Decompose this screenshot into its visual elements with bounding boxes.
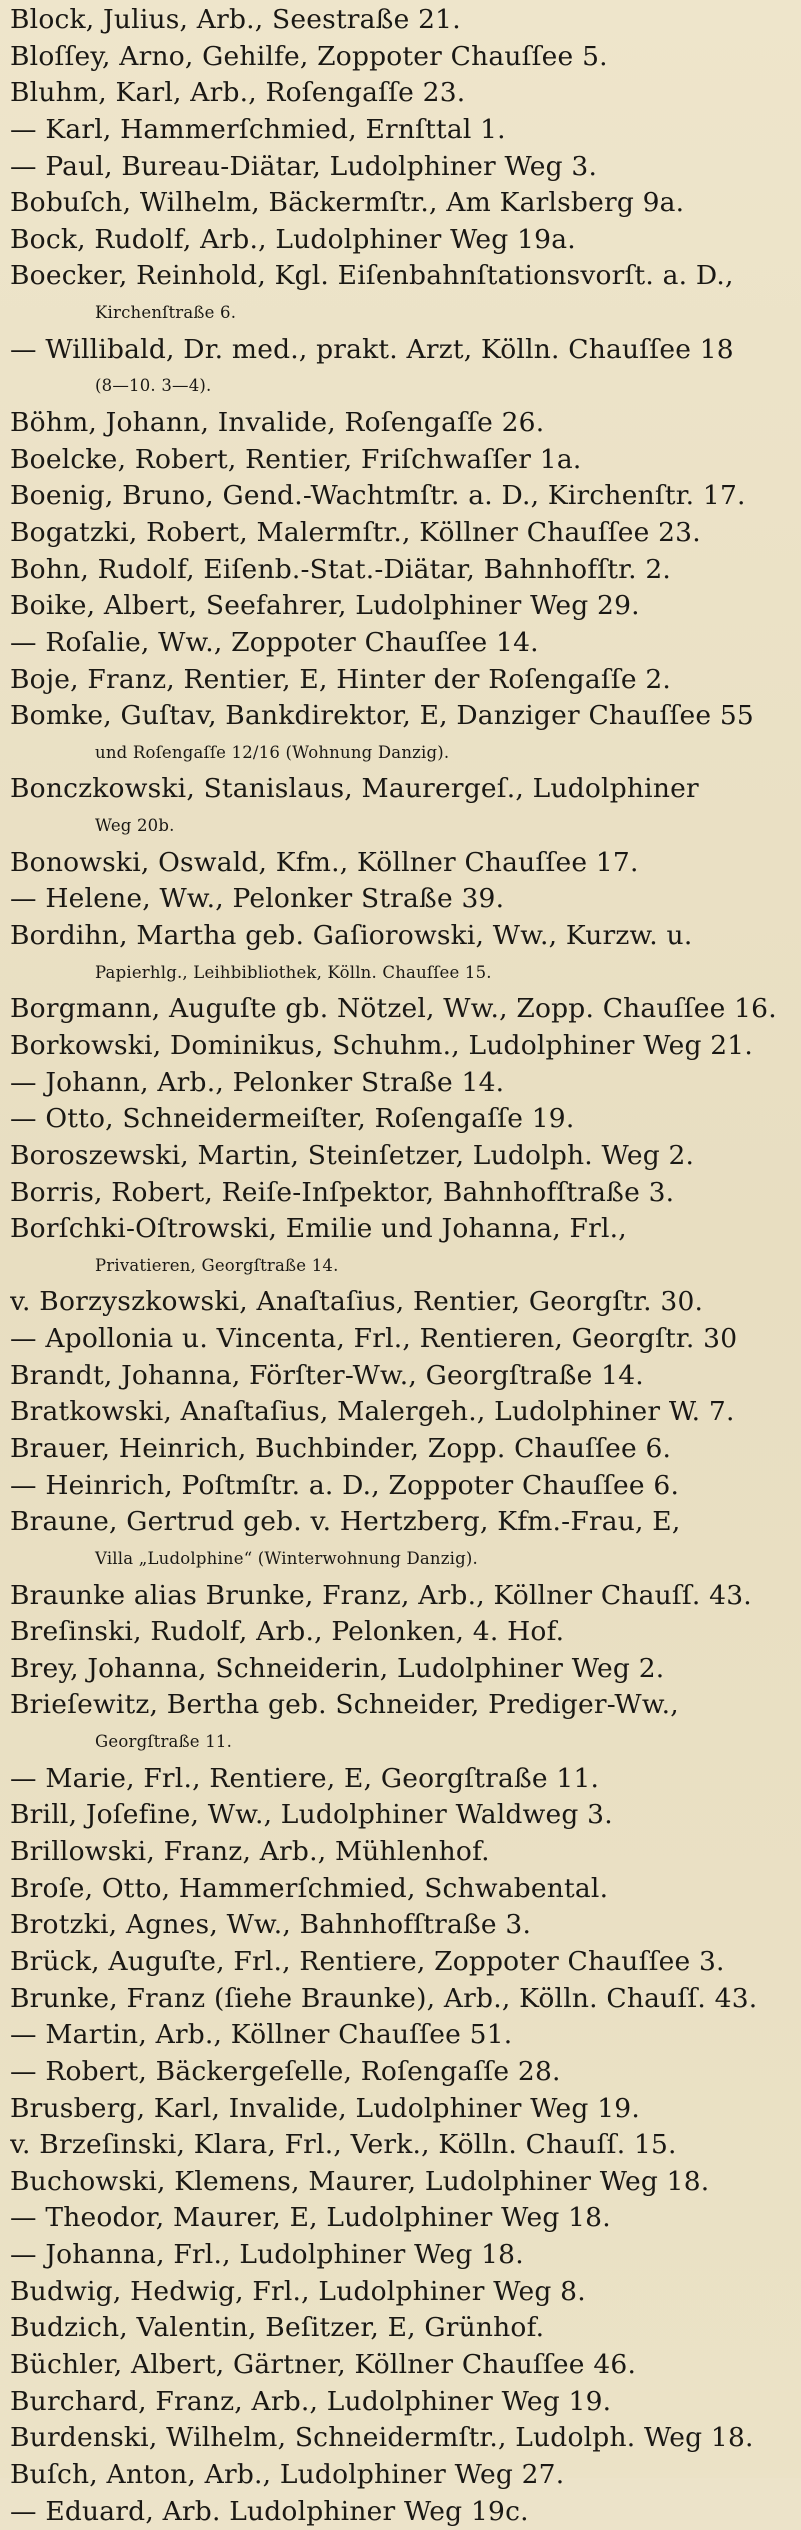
directory-entry <box>10 552 795 589</box>
directory-entry <box>10 405 795 442</box>
entry-line: Budwig, Hedwig, Frl., Ludolphiner Weg 8. <box>10 2275 586 2307</box>
directory-entry <box>10 845 795 882</box>
entry-line: — Heinrich, Poſtmſtr. a. D., Zoppoter Chauſſee 6. <box>10 1469 680 1501</box>
directory-entry <box>10 1175 795 1212</box>
entry-line: — Karl, Hammerſchmied, Ernſttal 1. <box>10 113 506 145</box>
entry-line: — Roſalie, Ww., Zoppoter Chauſſee 14. <box>10 626 539 658</box>
directory-entry <box>10 75 795 112</box>
entry-line: Braune, Gertrud geb. v. Hertzberg, Kfm.-Frau, E, <box>10 1506 681 1538</box>
entry-continuation-line: Privatieren, Georgſtraße 14. <box>95 1255 339 1275</box>
entry-line: Bonowski, Oswald, Kfm., Köllner Chauſſee 17. <box>10 846 639 878</box>
entry-line: Broſe, Otto, Hammerſchmied, Schwabental. <box>10 1872 609 1904</box>
directory-entry <box>10 2200 795 2237</box>
directory-entry <box>10 442 795 479</box>
directory-entry <box>10 1138 795 1175</box>
entry-continuation-line: Weg 20b. <box>95 816 175 836</box>
directory-entry <box>10 1944 795 1981</box>
directory-entry <box>10 222 795 259</box>
directory-entry <box>10 2 795 39</box>
directory-entry <box>10 2420 795 2457</box>
directory-entry <box>10 1614 795 1651</box>
entry-line: — Willibald, Dr. med., prakt. Arzt, Kölln. Chauſſee 18 <box>10 333 734 365</box>
directory-entry <box>10 2310 795 2347</box>
entry-line: — Helene, Ww., Pelonker Straße 39. <box>10 883 505 915</box>
directory-entry <box>10 2164 795 2201</box>
entry-continuation-line: und Roſengaſſe 12/16 (Wohnung Danzig). <box>95 742 450 762</box>
directory-entry <box>10 478 795 515</box>
entry-line: Burdenski, Wilhelm, Schneidermſtr., Ludolph. Weg 18. <box>10 2422 754 2454</box>
directory-entry <box>10 2494 795 2530</box>
entry-line: Brandt, Johanna, Förſter-Ww., Georgſtraße 14. <box>10 1359 644 1391</box>
directory-entry <box>10 1578 795 1615</box>
entry-line: v. Brzeſinski, Klara, Frl., Verk., Kölln. Chauſſ. 15. <box>10 2129 677 2161</box>
directory-entry <box>10 1797 795 1834</box>
directory-entry <box>10 1834 795 1871</box>
directory-entry <box>10 1321 795 1358</box>
entry-line: Bogatzki, Robert, Malermſtr., Köllner Chauſſee 23. <box>10 516 701 548</box>
entry-line: — Martin, Arb., Köllner Chauſſee 51. <box>10 2019 513 2051</box>
entry-line: Bomke, Guſtav, Bankdirektor, E, Danziger Chauſſee 55 <box>10 700 754 732</box>
entry-line: Borkowski, Dominikus, Schuhm., Ludolphiner Weg 21. <box>10 1029 753 1061</box>
directory-entry <box>10 662 795 699</box>
entry-line: — Otto, Schneidermeiſter, Roſengaſſe 19. <box>10 1103 575 1135</box>
entry-line: Borſchki-Oſtrowski, Emilie und Johanna, Frl., <box>10 1213 627 1245</box>
entry-line: Block, Julius, Arb., Seestraße 21. <box>10 4 461 35</box>
entry-continuation-line: Kirchenſtraße 6. <box>95 303 237 323</box>
entry-line: Breſinski, Rudolf, Arb., Pelonken, 4. Hof. <box>10 1616 565 1648</box>
directory-entry <box>10 991 795 1028</box>
entry-line: Burchard, Franz, Arb., Ludolphiner Weg 19. <box>10 2385 612 2417</box>
directory-entry <box>10 1211 795 1284</box>
directory-entry <box>10 2347 795 2384</box>
entry-line: Braunke alias Brunke, Franz, Arb., Köllner Chauſſ. 43. <box>10 1579 752 1611</box>
entry-line: Brauer, Heinrich, Buchbinder, Zopp. Chauſſee 6. <box>10 1432 672 1464</box>
directory-page <box>10 2 795 2527</box>
directory-entry <box>10 2127 795 2164</box>
directory-entry <box>10 771 795 844</box>
entry-line: Borris, Robert, Reiſe-Inſpektor, Bahnhofſtraße 3. <box>10 1176 675 1208</box>
entry-line: — Johann, Arb., Pelonker Straße 14. <box>10 1066 505 1098</box>
entry-line: — Eduard, Arb. Ludolphiner Weg 19c. <box>10 2495 529 2527</box>
directory-entry <box>10 1284 795 1321</box>
entry-line: — Apollonia u. Vincenta, Frl., Rentieren, Georgſtr. 30 <box>10 1323 738 1355</box>
directory-entry <box>10 1871 795 1908</box>
directory-entry <box>10 1504 795 1577</box>
entry-line: Brotzki, Agnes, Ww., Bahnhofſtraße 3. <box>10 1909 532 1941</box>
entry-line: — Theodor, Maurer, E, Ludolphiner Weg 18. <box>10 2202 611 2234</box>
directory-entry <box>10 1394 795 1431</box>
entry-line: Brill, Joſefine, Ww., Ludolphiner Waldweg 3. <box>10 1799 613 1831</box>
directory-entry <box>10 1761 795 1798</box>
entry-continuation-line: Georgſtraße 11. <box>95 1732 233 1752</box>
directory-entry <box>10 1358 795 1395</box>
directory-entry <box>10 2017 795 2054</box>
directory-entry <box>10 1028 795 1065</box>
directory-entry <box>10 1468 795 1505</box>
directory-entry <box>10 185 795 222</box>
entry-line: Brillowski, Franz, Arb., Mühlenhof. <box>10 1836 490 1868</box>
entry-line: Buchowski, Klemens, Maurer, Ludolphiner Weg 18. <box>10 2165 710 2197</box>
entry-line: Boroszewski, Martin, Steinſetzer, Ludolph. Weg 2. <box>10 1139 695 1171</box>
entry-line: v. Borzyszkowski, Anaſtaſius, Rentier, Georgſtr. 30. <box>10 1286 704 1318</box>
entry-line: — Robert, Bäckergeſelle, Roſengaſſe 28. <box>10 2055 561 2087</box>
directory-entry <box>10 515 795 552</box>
entry-line: Bordihn, Martha geb. Gaſiorowski, Ww., Kurzw. u. <box>10 920 693 952</box>
entry-line: — Paul, Bureau-Diätar, Ludolphiner Weg 3. <box>10 150 598 182</box>
directory-entry <box>10 881 795 918</box>
entry-line: Brunke, Franz (ſiehe Braunke), Arb., Kölln. Chauſſ. 43. <box>10 1982 758 2014</box>
directory-entry <box>10 1651 795 1688</box>
entry-line: — Marie, Frl., Rentiere, E, Georgſtraße 11. <box>10 1762 600 1794</box>
entry-line: Boenig, Bruno, Gend.-Wachtmſtr. a. D., Kirchenſtr. 17. <box>10 480 746 512</box>
entry-continuation-line: Villa „Ludolphine“ (Winterwohnung Danzig). <box>95 1548 478 1568</box>
entry-line: Buſch, Anton, Arb., Ludolphiner Weg 27. <box>10 2458 565 2490</box>
directory-entry <box>10 2237 795 2274</box>
entry-line: Borgmann, Auguſte gb. Nötzel, Ww., Zopp. Chauſſee 16. <box>10 993 777 1025</box>
entry-line: Bohn, Rudolf, Eiſenb.-Stat.-Diätar, Bahnhofſtr. 2. <box>10 553 672 585</box>
directory-entry <box>10 2054 795 2091</box>
entry-line: Brusberg, Karl, Invalide, Ludolphiner Weg 19. <box>10 2092 640 2124</box>
directory-entry <box>10 1065 795 1102</box>
entry-line: Boecker, Reinhold, Kgl. Eiſenbahnſtationsvorſt. a. D., <box>10 260 734 292</box>
directory-entry <box>10 332 795 405</box>
entry-line: Bobuſch, Wilhelm, Bäckermſtr., Am Karlsberg 9a. <box>10 187 685 219</box>
directory-entry <box>10 258 795 331</box>
entry-line: Brieſewitz, Bertha geb. Schneider, Prediger-Ww., <box>10 1689 679 1721</box>
entry-line: Bloſſey, Arno, Gehilfe, Zoppoter Chauſſee 5. <box>10 40 608 72</box>
directory-entry <box>10 2457 795 2494</box>
entry-line: Bluhm, Karl, Arb., Roſengaſſe 23. <box>10 77 466 109</box>
entry-line: Bock, Rudolf, Arb., Ludolphiner Weg 19a. <box>10 223 576 255</box>
directory-entry <box>10 1981 795 2018</box>
directory-entry <box>10 112 795 149</box>
entry-line: Boelcke, Robert, Rentier, Friſchwaſſer 1a. <box>10 443 582 475</box>
directory-entry <box>10 588 795 625</box>
entry-line: Brey, Johanna, Schneiderin, Ludolphiner Weg 2. <box>10 1652 665 1684</box>
directory-entry <box>10 39 795 76</box>
entry-continuation-line: (8—10. 3—4). <box>95 376 212 396</box>
directory-entry <box>10 2274 795 2311</box>
entry-line: Brück, Auguſte, Frl., Rentiere, Zoppoter Chauſſee 3. <box>10 1945 725 1977</box>
directory-entry <box>10 918 795 991</box>
entry-line: Boike, Albert, Seefahrer, Ludolphiner Weg 29. <box>10 590 640 622</box>
entry-line: — Johanna, Frl., Ludolphiner Weg 18. <box>10 2239 524 2271</box>
entry-continuation-line: Papierhlg., Leihbibliothek, Kölln. Chauſſee 15. <box>95 962 492 982</box>
directory-entry <box>10 1431 795 1468</box>
entry-line: Boje, Franz, Rentier, E, Hinter der Roſengaſſe 2. <box>10 663 672 695</box>
directory-entry <box>10 625 795 662</box>
directory-entry <box>10 149 795 186</box>
directory-entry <box>10 2091 795 2128</box>
entry-line: Büchler, Albert, Gärtner, Köllner Chauſſee 46. <box>10 2349 637 2380</box>
directory-entry <box>10 1907 795 1944</box>
directory-entry <box>10 1687 795 1760</box>
directory-entry <box>10 2384 795 2421</box>
entry-line: Bratkowski, Anaſtaſius, Malergeh., Ludolphiner W. 7. <box>10 1396 735 1428</box>
entry-line: Budzich, Valentin, Beſitzer, E, Grünhof. <box>10 2312 545 2344</box>
directory-entry <box>10 698 795 771</box>
directory-entry <box>10 1101 795 1138</box>
entry-line: Bonczkowski, Stanislaus, Maurergeſ., Ludolphiner <box>10 773 699 805</box>
entry-line: Böhm, Johann, Invalide, Roſengaſſe 26. <box>10 407 545 439</box>
